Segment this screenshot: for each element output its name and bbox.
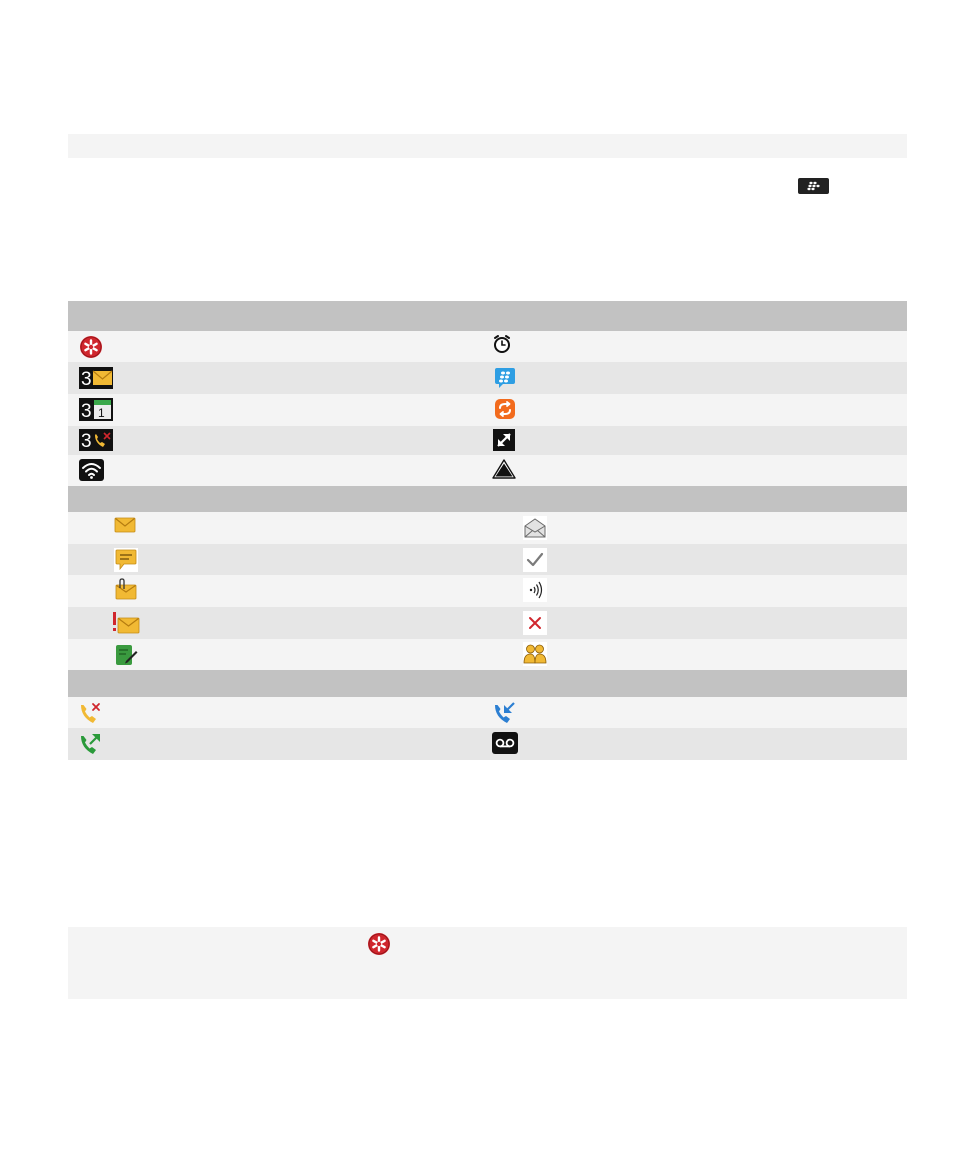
svg-text:1: 1	[98, 406, 105, 420]
top-banner	[68, 134, 907, 158]
nfc-icon	[523, 578, 547, 607]
svg-text:3: 3	[81, 369, 92, 389]
table-row	[68, 639, 907, 670]
wifi-icon	[79, 459, 104, 486]
table-row	[68, 512, 907, 544]
table-section-header	[68, 486, 907, 512]
read-email-icon	[523, 516, 547, 545]
not-sent-icon	[523, 611, 547, 640]
table-row	[68, 697, 907, 728]
placed-call-icon	[79, 732, 103, 761]
svg-text:3: 3	[81, 401, 92, 421]
sent-check-icon	[523, 548, 547, 577]
bbm-icon	[494, 367, 516, 394]
icon-table	[68, 301, 907, 760]
warning-triangle-icon	[492, 459, 516, 484]
message-count-icon	[79, 367, 113, 394]
voicemail-icon	[492, 732, 518, 759]
text-message-icon	[114, 548, 138, 577]
table-row	[68, 607, 907, 639]
sync-icon	[494, 398, 516, 425]
blackberry-key-icon	[798, 178, 829, 194]
received-call-icon	[493, 701, 517, 730]
alarm-clock-icon	[492, 334, 512, 359]
table-row	[68, 426, 907, 455]
missed-call-count-icon	[79, 429, 113, 456]
table-row	[68, 331, 907, 362]
table-row	[68, 362, 907, 394]
email-attachment-icon	[114, 578, 138, 605]
new-item-icon	[79, 335, 103, 364]
table-section-header	[68, 670, 907, 697]
draft-icon	[114, 643, 138, 672]
note-box	[68, 927, 907, 999]
unread-email-icon	[114, 516, 136, 539]
missed-call-icon	[79, 701, 103, 730]
table-row	[68, 455, 907, 486]
table-section-header	[68, 301, 907, 331]
urgent-email-icon	[112, 611, 140, 640]
svg-text:3: 3	[81, 431, 92, 451]
table-row	[68, 394, 907, 426]
expand-icon	[493, 429, 515, 456]
table-row	[68, 728, 907, 760]
calendar-count-icon	[79, 398, 113, 426]
group-message-icon	[523, 642, 547, 671]
table-row	[68, 575, 907, 607]
table-row	[68, 544, 907, 575]
new-item-icon	[367, 932, 391, 961]
